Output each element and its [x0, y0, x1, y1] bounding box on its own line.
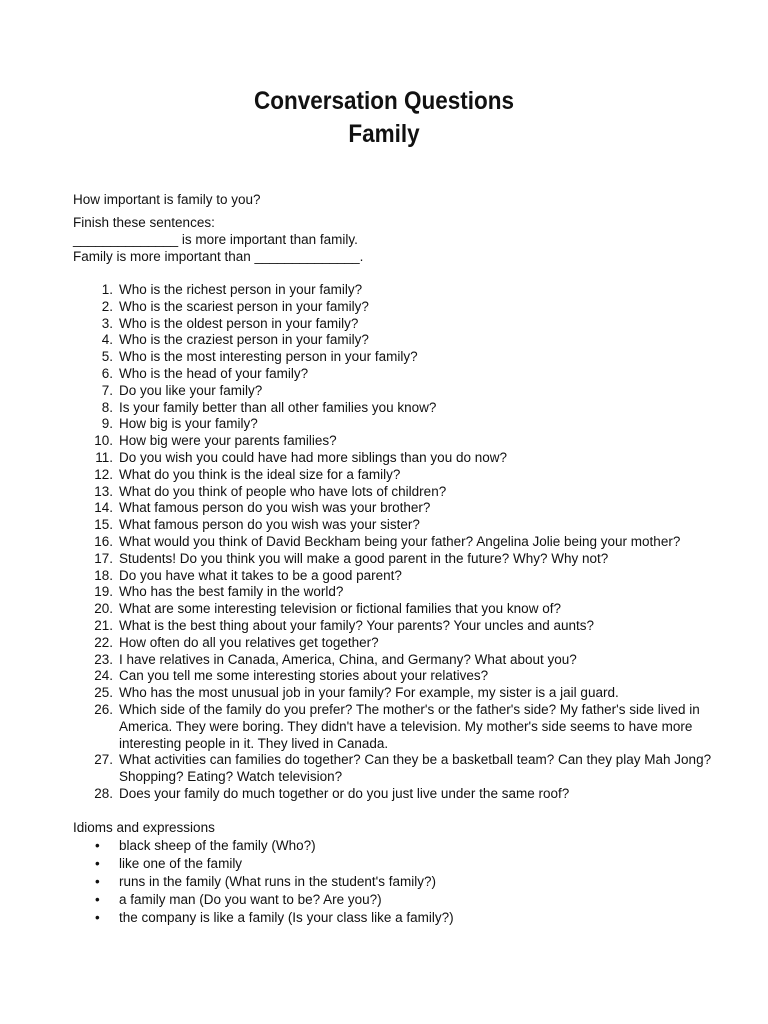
- page-subtitle: Family: [348, 120, 420, 148]
- question-item: [73, 702, 713, 752]
- question-number: 1.: [101, 282, 113, 297]
- idiom-text: a family man (Do you want to be? Are you?): [119, 892, 382, 907]
- question-text: Who has the most unusual job in your family? For example, my sister is a jail guard.: [119, 685, 619, 701]
- question-item: [73, 282, 713, 299]
- question-number: 12.: [94, 466, 113, 482]
- question-item: [73, 332, 713, 349]
- question-number: 19.: [94, 584, 113, 600]
- question-item: [73, 752, 713, 786]
- bullet-icon: •: [95, 874, 100, 889]
- question-item: [73, 484, 713, 501]
- question-text: Who is the richest person in your family?: [119, 282, 363, 297]
- fill-in-sentence-1: ______________ is more important than family.: [73, 232, 358, 247]
- question-text: Can you tell me some interesting stories about your relatives?: [119, 668, 489, 684]
- question-text: What do you think is the ideal size for a family?: [119, 466, 401, 482]
- idiom-item: [73, 855, 713, 873]
- question-item: [73, 618, 713, 635]
- bullet-icon: •: [95, 892, 100, 907]
- page-title: Conversation Questions: [253, 87, 515, 115]
- question-item: [73, 433, 713, 450]
- question-text: Does your family do much together or do you just live under the same roof?: [119, 785, 570, 801]
- question-number: 15.: [94, 517, 113, 533]
- question-number: 3.: [101, 315, 113, 331]
- question-item: [73, 551, 713, 568]
- question-number: 7.: [101, 382, 113, 398]
- question-text: Who is the most interesting person in your family?: [119, 349, 418, 365]
- question-number: 26.: [94, 701, 113, 717]
- question-number: 13.: [94, 483, 113, 499]
- question-text: Do you like your family?: [119, 382, 263, 398]
- question-text: Students! Do you think you will make a good parent in the future? Why? Why not?: [119, 550, 609, 566]
- question-number: 21.: [94, 617, 113, 633]
- question-item: [73, 685, 713, 702]
- question-number: 28.: [94, 785, 113, 801]
- question-item: [73, 400, 713, 417]
- intro-section: [73, 191, 713, 265]
- fill-in-sentence-2: Family is more important than ______________.: [73, 249, 364, 264]
- question-item: [73, 349, 713, 366]
- question-item: [73, 383, 713, 400]
- idiom-item: [73, 909, 713, 927]
- question-item: [73, 652, 713, 669]
- question-item: [73, 601, 713, 618]
- question-number: 18.: [94, 567, 113, 583]
- bullet-icon: •: [95, 910, 100, 925]
- question-text: What famous person do you wish was your brother?: [119, 500, 431, 516]
- question-number: 27.: [94, 752, 113, 768]
- question-item: [73, 299, 713, 316]
- question-text: What would you think of David Beckham being your father? Angelina Jolie being your mother?: [119, 533, 681, 549]
- question-text: What do you think of people who have lots of children?: [119, 483, 447, 499]
- question-number: 25.: [94, 685, 113, 701]
- question-item: [73, 450, 713, 467]
- question-number: 24.: [94, 668, 113, 684]
- question-item: [73, 366, 713, 383]
- question-text: Do you wish you could have had more siblings than you do now?: [119, 449, 507, 465]
- idiom-text: black sheep of the family (Who?): [119, 838, 316, 853]
- question-item: [73, 467, 713, 484]
- question-text: How often do all you relatives get together?: [119, 634, 379, 650]
- idiom-text: the company is like a family (Is your class like a family?): [119, 910, 454, 925]
- question-text: I have relatives in Canada, America, China, and Germany? What about you?: [119, 651, 577, 667]
- question-item: [73, 316, 713, 333]
- bullet-icon: •: [95, 838, 100, 853]
- idioms-list: [73, 837, 713, 927]
- idiom-item: [73, 873, 713, 891]
- question-number: 20.: [94, 601, 113, 617]
- idiom-text: runs in the family (What runs in the student's family?): [119, 874, 436, 889]
- question-number: 22.: [94, 634, 113, 650]
- idiom-text: like one of the family: [119, 856, 243, 871]
- question-text: Who is the scariest person in your family?: [119, 298, 369, 314]
- question-number: 2.: [101, 298, 113, 314]
- question-item: [73, 416, 713, 433]
- question-number: 6.: [101, 365, 113, 381]
- intro-question: How important is family to you?: [73, 192, 261, 207]
- question-item: [73, 668, 713, 685]
- question-text: What is the best thing about your family? Your parents? Your uncles and aunts?: [119, 617, 595, 633]
- question-number: 16.: [94, 533, 113, 549]
- question-text: Is your family better than all other families you know?: [119, 399, 437, 415]
- question-text: Who is the head of your family?: [119, 365, 309, 381]
- question-text: How big were your parents families?: [119, 433, 337, 449]
- question-item: [73, 517, 713, 534]
- finish-label: Finish these sentences:: [73, 215, 215, 230]
- question-number: 23.: [94, 651, 113, 667]
- question-text: Who is the craziest person in your family?: [119, 332, 369, 348]
- question-text: Do you have what it takes to be a good parent?: [119, 567, 402, 583]
- question-item: [73, 568, 713, 585]
- question-number: 10.: [94, 433, 113, 449]
- question-item: [73, 635, 713, 652]
- question-text: What are some interesting television or fictional families that you know of?: [119, 601, 561, 617]
- question-text: Which side of the family do you prefer? The mother's or the father's side? My father's side lived in America. They were boring. They didn't have a television. My mother's side seems to have more interesting people in it. They lived in Canada.: [119, 701, 700, 751]
- question-number: 8.: [101, 399, 113, 415]
- question-number: 11.: [95, 449, 113, 465]
- bullet-icon: •: [95, 856, 100, 871]
- idiom-item: [73, 891, 713, 909]
- question-text: Who has the best family in the world?: [119, 584, 344, 600]
- question-number: 14.: [94, 500, 113, 516]
- question-number: 4.: [101, 332, 113, 348]
- question-text: What famous person do you wish was your sister?: [119, 517, 420, 533]
- question-text: How big is your family?: [119, 416, 258, 432]
- question-item: [73, 584, 713, 601]
- idiom-item: [73, 837, 713, 855]
- question-number: 9.: [101, 416, 113, 432]
- question-number: 5.: [101, 349, 113, 365]
- question-item: [73, 534, 713, 551]
- question-number: 17.: [94, 550, 113, 566]
- question-text: What activities can families do together? Can they be a basketball team? Can they play Mah Jong? Shopping? Eating? Watch television?: [119, 752, 712, 785]
- questions-list: [73, 282, 713, 803]
- question-item: [73, 786, 713, 803]
- question-text: Who is the oldest person in your family?: [119, 315, 359, 331]
- question-item: [73, 500, 713, 517]
- idioms-heading: Idioms and expressions: [73, 820, 215, 835]
